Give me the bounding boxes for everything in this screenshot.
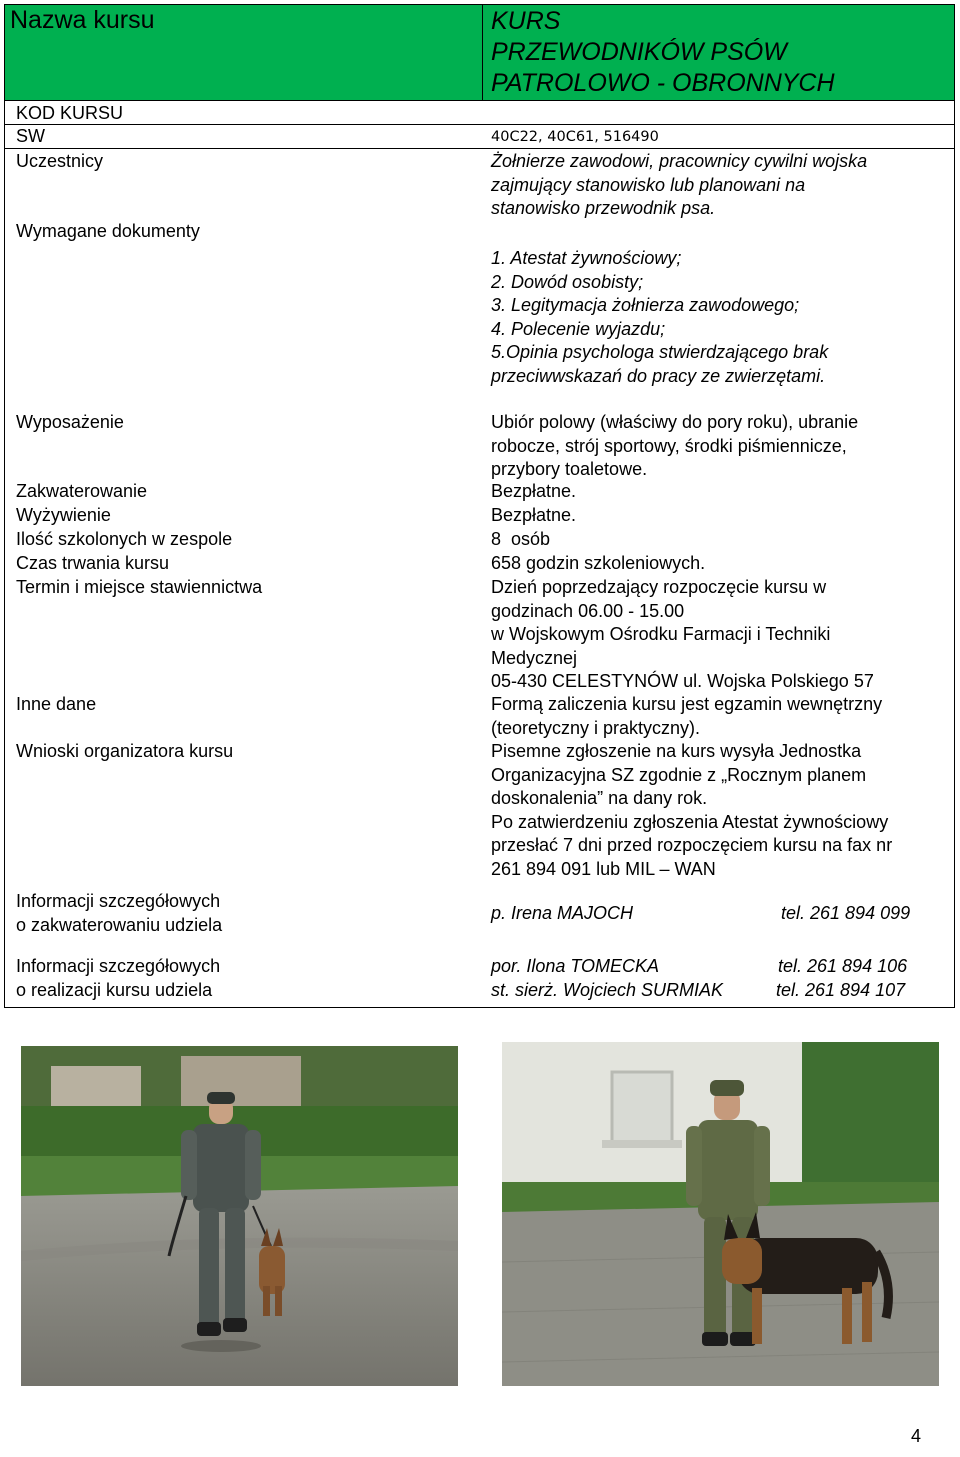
list-item: 3. Legitymacja żołnierza zawodowego;	[491, 295, 800, 315]
zakwaterowanie-value: Bezpłatne.	[491, 481, 577, 501]
text-line: Żołnierze zawodowi, pracownicy cywilni wojska	[491, 151, 868, 171]
header-label: Nazwa kursu	[10, 6, 155, 34]
text-line: Organizacyjna SZ zgodnie z „Rocznym planem	[491, 764, 867, 785]
contact-tel: tel. 261 894 099	[781, 903, 911, 923]
list-item: 5.Opinia psychologa stwierdzającego brak	[491, 342, 829, 362]
photo-soldier-malinois	[21, 1046, 458, 1386]
contact-zakwaterowanie	[491, 902, 910, 926]
list-item: 4. Polecenie wyjazdu;	[491, 318, 666, 339]
text-line: 261 894 091 lub MIL – WAN	[491, 858, 716, 879]
text-line: zajmujący stanowisko lub planowani na	[491, 174, 806, 195]
row-divider	[5, 148, 954, 149]
info-zakwaterowanie-label	[16, 890, 222, 937]
contact-row	[491, 955, 907, 979]
sw-label: SW	[16, 126, 45, 146]
row-divider	[5, 100, 954, 101]
contact-row	[491, 979, 907, 1003]
contact-tel: tel. 261 894 106	[778, 956, 908, 976]
contact-realizacja	[491, 955, 907, 1002]
ilosc-label: Ilość szkolonych w zespole	[16, 529, 233, 549]
inne-value	[491, 693, 882, 740]
wyzywienie-label: Wyżywienie	[16, 505, 111, 525]
dokumenty-label: Wymagane dokumenty	[16, 221, 200, 241]
contact-name: p. Irena MAJOCH	[491, 903, 634, 923]
wnioski-value	[491, 740, 892, 881]
text-line: Informacji szczegółowych	[16, 891, 221, 911]
text-line: robocze, strój sportowy, środki piśmiennicze,	[491, 435, 847, 456]
contact-name: por. Ilona TOMECKA	[491, 956, 660, 976]
text-line: o realizacji kursu udziela	[16, 979, 213, 1000]
wnioski-label: Wnioski organizatora kursu	[16, 741, 234, 761]
text-line: godzinach 06.00 - 15.00	[491, 600, 685, 621]
text-line: Dzień poprzedzający rozpoczęcie kursu w	[491, 577, 827, 597]
sw-value: 40C22, 40C61, 516490	[491, 129, 659, 145]
text-line: 05-430 CELESTYNÓW ul. Wojska Polskiego 57	[491, 671, 874, 691]
header-divider	[482, 5, 483, 101]
wyposazenie-label: Wyposażenie	[16, 412, 124, 432]
termin-value	[491, 576, 874, 694]
wyposazenie-value	[491, 411, 858, 482]
row-divider	[5, 124, 954, 125]
course-title-line: KURS	[491, 7, 561, 35]
inne-label: Inne dane	[16, 694, 97, 714]
text-line: Formą zaliczenia kursu jest egzamin wewnętrzny	[491, 694, 883, 714]
text-line: Pisemne zgłoszenie na kurs wysyła Jednostka	[491, 741, 862, 761]
list-item: 2. Dowód osobisty;	[491, 271, 644, 292]
zakwaterowanie-label: Zakwaterowanie	[16, 481, 148, 501]
uczestnicy-value	[491, 150, 867, 221]
uczestnicy-label: Uczestnicy	[16, 151, 104, 171]
course-title	[491, 6, 835, 99]
page-number: 4	[911, 1426, 922, 1446]
list-item: 1. Atestat żywnościowy;	[491, 248, 682, 268]
text-line: Informacji szczegółowych	[16, 956, 221, 976]
text-line: stanowisko przewodnik psa.	[491, 198, 716, 218]
text-line: o zakwaterowaniu udziela	[16, 914, 223, 935]
kod-label: KOD KURSU	[16, 103, 124, 123]
course-title-line: PRZEWODNIKÓW PSÓW	[491, 38, 787, 66]
text-line: Po zatwierdzeniu zgłoszenia Atestat żywnościowy	[491, 811, 889, 832]
ilosc-value: 8 osób	[491, 529, 551, 549]
contact-name: st. sierż. Wojciech SURMIAK	[491, 979, 724, 1000]
termin-label: Termin i miejsce stawiennictwa	[16, 577, 263, 597]
dokumenty-list	[491, 247, 828, 388]
text-line: w Wojskowym Ośrodku Farmacji i Techniki	[491, 624, 831, 644]
czas-label: Czas trwania kursu	[16, 553, 170, 573]
czas-value: 658 godzin szkoleniowych.	[491, 553, 706, 573]
contact-tel: tel. 261 894 107	[776, 979, 906, 1000]
text-line: przybory toaletowe.	[491, 459, 648, 479]
text-line: Medycznej	[491, 647, 578, 668]
wyzywienie-value: Bezpłatne.	[491, 505, 577, 525]
photo-soldier-shepherd	[502, 1042, 939, 1386]
info-realizacja-label	[16, 955, 220, 1002]
course-title-line: PATROLOWO - OBRONNYCH	[491, 69, 835, 97]
text-line: doskonalenia” na dany rok.	[491, 788, 708, 808]
text-line: przesłać 7 dni przed rozpoczęciem kursu na fax nr	[491, 835, 893, 855]
text-line: Ubiór polowy (właściwy do pory roku), ubranie	[491, 412, 859, 432]
text-line: (teoretyczny i praktyczny).	[491, 717, 701, 738]
list-item: przeciwwskazań do pracy ze zwierzętami.	[491, 365, 826, 386]
